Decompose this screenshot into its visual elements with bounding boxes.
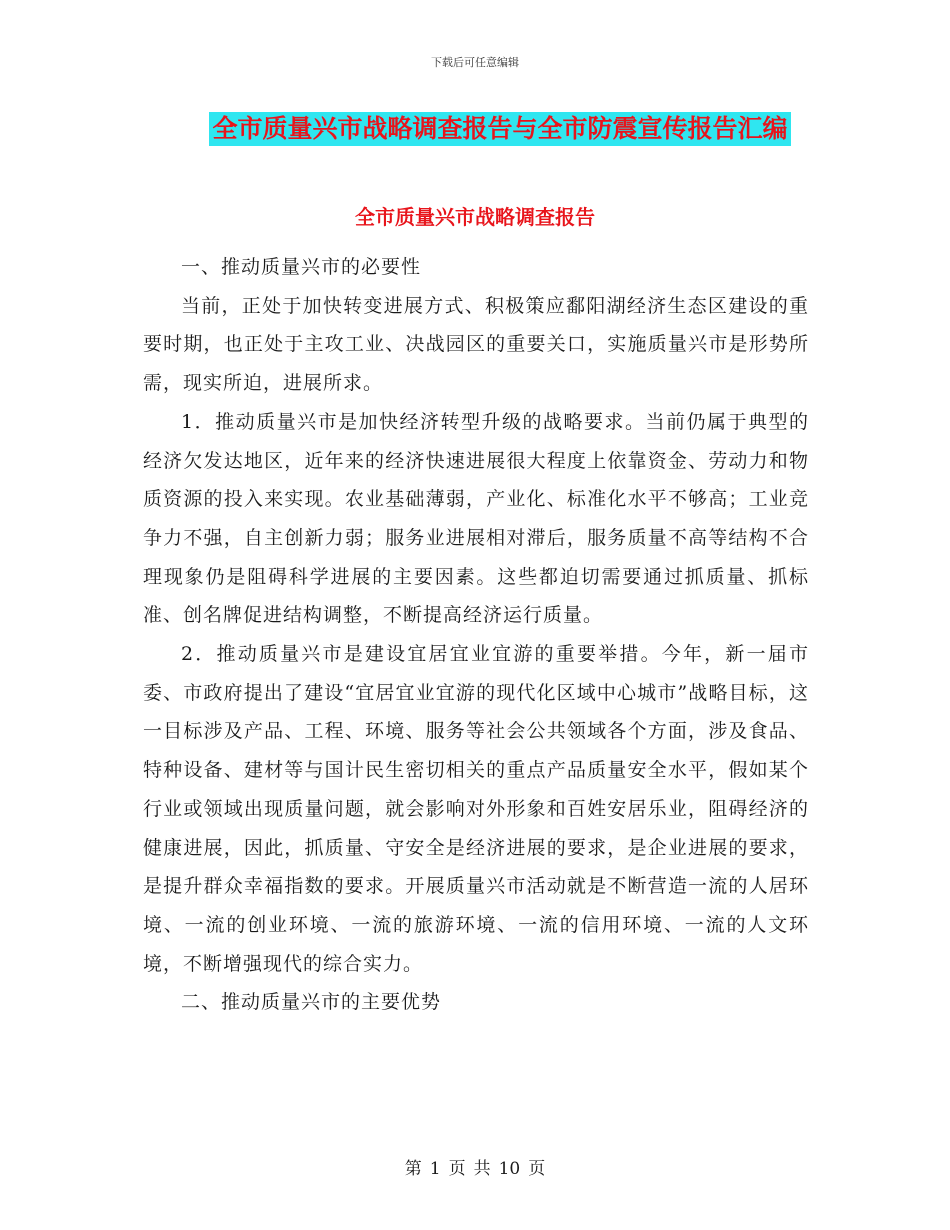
- footer-page-mid: 页: [448, 1159, 466, 1179]
- footer-page-prefix: 第: [404, 1159, 422, 1179]
- footer-page-suffix: 页: [528, 1159, 546, 1179]
- footer-total-prefix: 共: [473, 1159, 491, 1179]
- footer-page-total: 10: [498, 1159, 521, 1179]
- body-paragraph: 1．推动质量兴市是加快经济转型升级的战略要求。当前仍属于典型的经济欠发达地区，近年来的经济快速进展很大程度上依靠资金、劳动力和物质资源的投入来实现。农业基础薄弱，产业化、标准化水平不够高；工业竞争力不强，自主创新力弱；服务业进展相对滞后，服务质量不高等结构不合理现象仍是阻碍科学进展的主要因素。这些都迫切需要通过抓质量、抓标准、创名牌促进结构调整，不断提高经济运行质量。: [143, 410, 809, 627]
- section-title: 全市质量兴市战略调查报告: [355, 205, 595, 229]
- body-paragraph: 当前，正处于加快转变进展方式、积极策应鄱阳湖经济生态区建设的重要时期，也正处于主攻工业、决战园区的重要关口，实施质量兴市是形势所需，现实所迫，进展所求。: [143, 294, 809, 395]
- header-note: 下载后可任意编辑: [431, 56, 519, 69]
- footer-page-current: 1: [429, 1159, 441, 1179]
- body-text: [143, 248, 809, 1022]
- body-paragraph: 2．推动质量兴市是建设宜居宜业宜游的重要举措。今年，新一届市委、市政府提出了建设“宜居宜业宜游的现代化区域中心城市”战略目标，这一目标涉及产品、工程、环境、服务等社会公共领域各个方面，涉及食品、特种设备、建材等与国计民生密切相关的重点产品质量安全水平，假如某个行业或领域出现质量问题，就会影响对外形象和百姓安居乐业，阻碍经济的健康进展，因此，抓质量、守安全是经济进展的要求，是企业进展的要求，是提升群众幸福指数的要求。开展质量兴市活动就是不断营造一流的人居环境、一流的创业环境、一流的旅游环境、一流的信用环境、一流的人文环境，不断增强现代的综合实力。: [143, 643, 809, 975]
- heading-paragraph-1: 一、推动质量兴市的必要性: [181, 256, 422, 278]
- heading-paragraph-2: 二、推动质量兴市的主要优势: [181, 991, 442, 1014]
- document-title-container: [0, 112, 950, 146]
- page-footer: [0, 1154, 950, 1179]
- document-title: 全市质量兴市战略调查报告与全市防震宣传报告汇编: [209, 112, 790, 146]
